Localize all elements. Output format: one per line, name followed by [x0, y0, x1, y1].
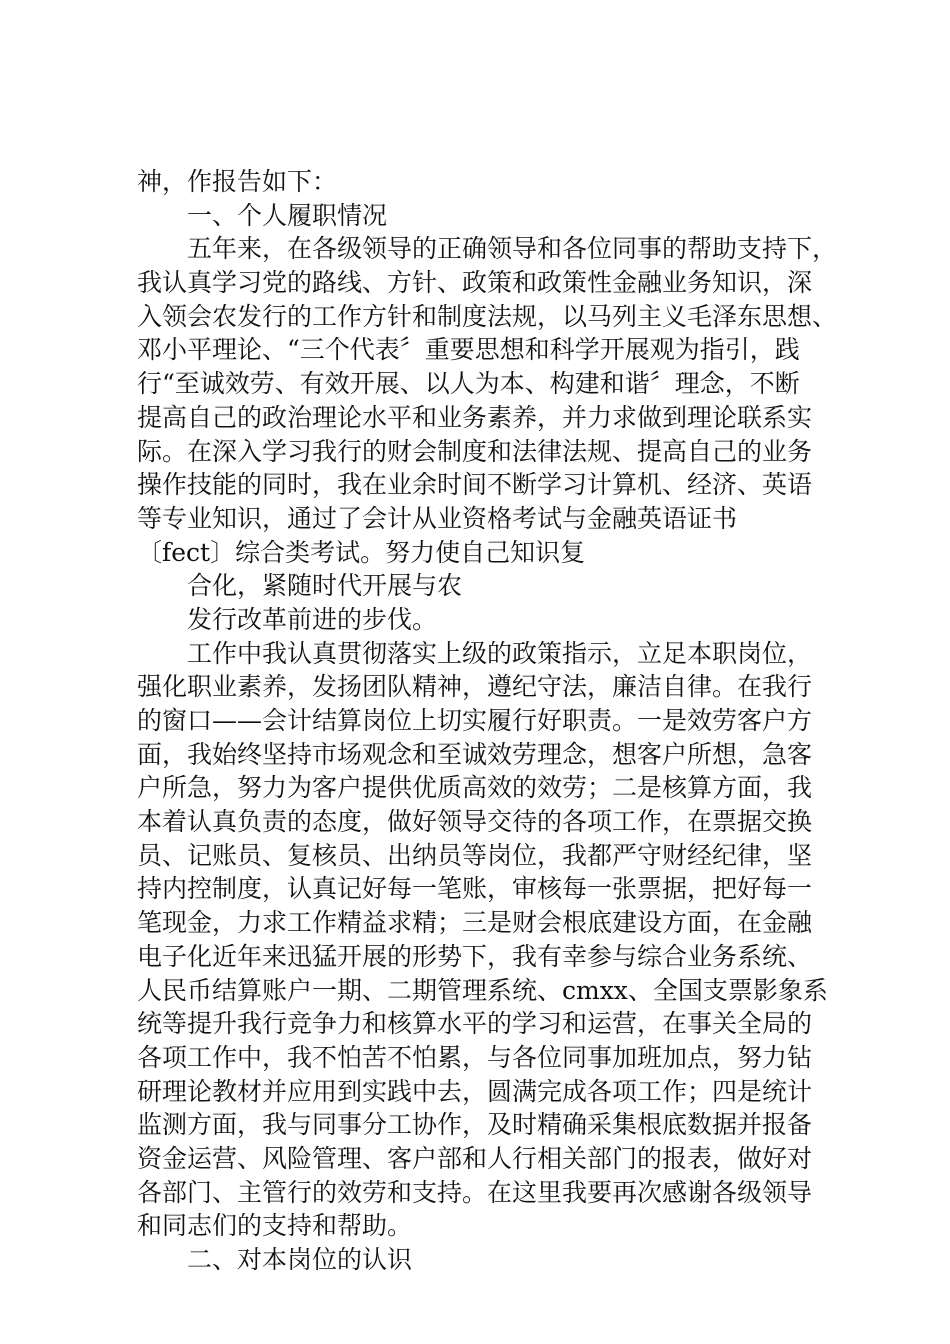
text-line: 发行改革前进的步伐。	[187, 604, 438, 634]
text-line: 提高自己的政治理论水平和业务素养，并力求做到理论联系实	[137, 402, 813, 432]
text-line: 二、对本岗位的认识	[187, 1245, 413, 1274]
text-line: 等专业知识，通过了会计从业资格考试与金融英语证书	[137, 503, 738, 533]
document-body	[137, 165, 857, 1277]
text-line: 统等提升我行竞争力和核算水平的学习和运营，在事关全局的	[137, 1009, 813, 1039]
text-line: 本着认真负责的态度，做好领导交待的各项工作，在票据交换	[137, 807, 813, 837]
text-line: 操作技能的同时，我在业余时间不断学习计算机、经济、英语	[137, 470, 813, 500]
text-line: 际。在深入学习我行的财会制度和法律法规、提高自己的业务	[137, 436, 813, 466]
text-line: 笔现金，力求工作精益求精；三是财会根底建设方面，在金融	[137, 908, 813, 938]
text-line: 持内控制度，认真记好每一笔账，审核每一张票据，把好每一	[137, 874, 813, 904]
text-line: 面，我始终坚持市场观念和至诚效劳理念，想客户所想，急客	[137, 739, 813, 769]
text-line: 监测方面，我与同事分工协作，及时精确采集根底数据并报备	[137, 1110, 813, 1140]
text-line: 各项工作中，我不怕苦不怕累，与各位同事加班加点，努力钻	[137, 1042, 813, 1072]
text-line: 神，作报告如下：	[137, 167, 338, 196]
text-line: 资金运营、风险管理、客户部和人行相关部门的报表，做好对	[137, 1143, 813, 1173]
text-line: 和同志们的支持和帮助。	[137, 1211, 413, 1241]
text-line: 行“至诚效劳、有效开展、以人为本、构建和谐〞理念，不断	[137, 369, 800, 399]
text-line: 入领会农发行的工作方针和制度法规，以马列主义毛泽东思想、	[137, 301, 838, 331]
text-line: 五年来，在各级领导的正确领导和各位同事的帮助支持下，	[187, 234, 838, 264]
text-line: 一、个人履职情况	[187, 200, 388, 230]
text-line: 户所急，努力为客户提供优质高效的效劳；二是核算方面，我	[137, 773, 813, 803]
text-line: 合化，紧随时代开展与农	[187, 571, 463, 601]
text-line: 邓小平理论、“三个代表〞重要思想和科学开展观为指引，践	[137, 335, 800, 365]
text-line: 工作中我认真贯彻落实上级的政策指示，立足本职岗位，	[187, 638, 813, 668]
text-line: 研理论教材并应用到实践中去，圆满完成各项工作；四是统计	[137, 1076, 813, 1106]
text-line: 〔fect〕综合类考试。努力使自己知识复	[137, 537, 586, 567]
text-line: 电子化近年来迅猛开展的形势下，我有幸参与综合业务系统、	[137, 941, 813, 971]
text-line: 我认真学习党的路线、方针、政策和政策性金融业务知识，深	[137, 268, 813, 298]
text-line: 的窗口——会计结算岗位上切实履行好职责。一是效劳客户方	[137, 706, 813, 735]
text-line: 人民币结算账户一期、二期管理系统、cmxx、全国支票影象系	[137, 975, 828, 1005]
text-line: 员、记账员、复核员、出纳员等岗位，我都严守财经纪律，坚	[137, 840, 813, 870]
text-line: 各部门、主管行的效劳和支持。在这里我要再次感谢各级领导	[137, 1177, 813, 1207]
text-line: 强化职业素养，发扬团队精神，遵纪守法，廉洁自律。在我行	[137, 672, 813, 702]
